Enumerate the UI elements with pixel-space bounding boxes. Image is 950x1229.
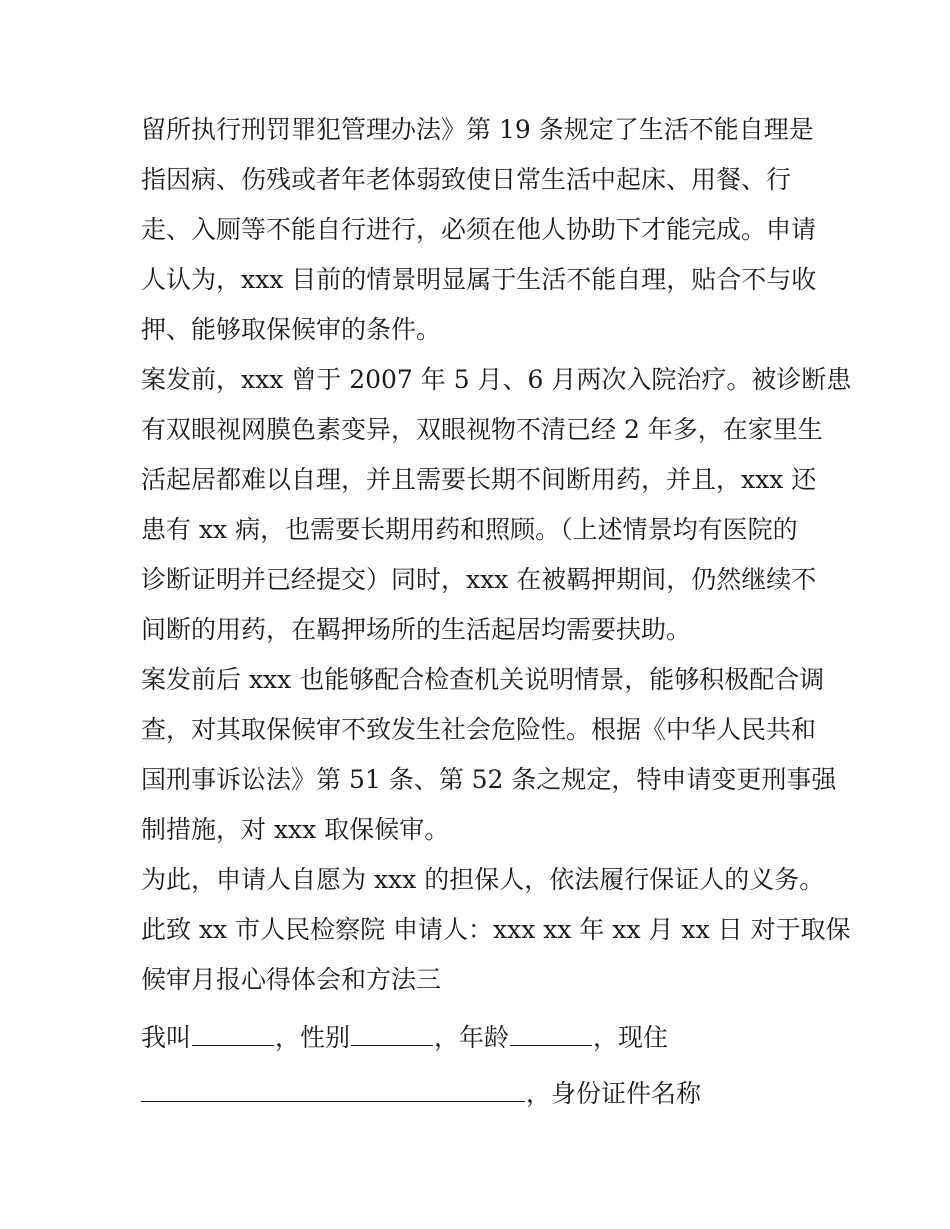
form-line-1 [141, 1013, 821, 1063]
text-line: 活起居都难以自理，并且需要长期不间断用药，并且，xxx 还 [141, 465, 817, 494]
text-line: 间断的用药，在羁押场所的生活起居均需要扶助。 [141, 615, 692, 644]
form-label-address: ，现住 [593, 1023, 669, 1052]
age-blank-field[interactable] [510, 1019, 592, 1046]
gender-blank-field[interactable] [351, 1019, 433, 1046]
text-line: 国刑事诉讼法》第 51 条、第 52 条之规定，特申请变更刑事强 [141, 765, 837, 794]
text-line: 为此，申请人自愿为 xxx 的担保人，依法履行保证人的义务。 [141, 865, 825, 894]
text-line: 此致 xx 市人民检察院 申请人：xxx xx 年 xx 月 xx 日 对于取保 [141, 915, 851, 944]
form-label-gender: ，性别 [275, 1023, 351, 1052]
form-label-age: ，年龄 [434, 1023, 510, 1052]
text-line: 押、能够取保候审的条件。 [141, 315, 442, 344]
form-line-2 [141, 1069, 821, 1119]
text-line: 案发前，xxx 曾于 2007 年 5 月、6 月两次入院治疗。被诊断患 [141, 365, 852, 394]
form-label-id-type: ，身份证件名称 [526, 1079, 702, 1108]
paragraph-1 [141, 105, 821, 355]
text-line: 有双眼视网膜色素变异，双眼视物不清已经 2 年多，在家里生 [141, 415, 823, 444]
address-blank-field[interactable] [141, 1075, 525, 1102]
text-line: 人认为，xxx 目前的情景明显属于生活不能自理，贴合不与收 [141, 265, 817, 294]
text-line: 走、入厕等不能自行进行，必须在他人协助下才能完成。申请 [141, 215, 817, 244]
text-line: 留所执行刑罚罪犯管理办法》第 19 条规定了生活不能自理是 [141, 115, 814, 144]
text-line: 案发前后 xxx 也能够配合检查机关说明情景，能够积极配合调 [141, 665, 825, 694]
form-label-name: 我叫 [141, 1023, 192, 1052]
text-line: 候审月报心得体会和方法三 [141, 965, 442, 994]
document-body [141, 105, 852, 1119]
paragraph-2 [141, 355, 852, 655]
text-line: 患有 xx 病，也需要长期用药和照顾。（上述情景均有医院的 [141, 515, 798, 544]
text-line: 制措施，对 xxx 取保候审。 [141, 815, 450, 844]
paragraph-3 [141, 655, 837, 855]
text-line: 指因病、伤残或者年老体弱致使日常生活中起床、用餐、行 [141, 165, 792, 194]
name-blank-field[interactable] [192, 1019, 274, 1046]
paragraph-4 [141, 855, 851, 1005]
text-line: 诊断证明并已经提交）同时，xxx 在被羁押期间，仍然继续不 [141, 565, 817, 594]
text-line: 查，对其取保候审不致发生社会危险性。根据《中华人民共和 [141, 715, 817, 744]
form-section [141, 1013, 821, 1119]
